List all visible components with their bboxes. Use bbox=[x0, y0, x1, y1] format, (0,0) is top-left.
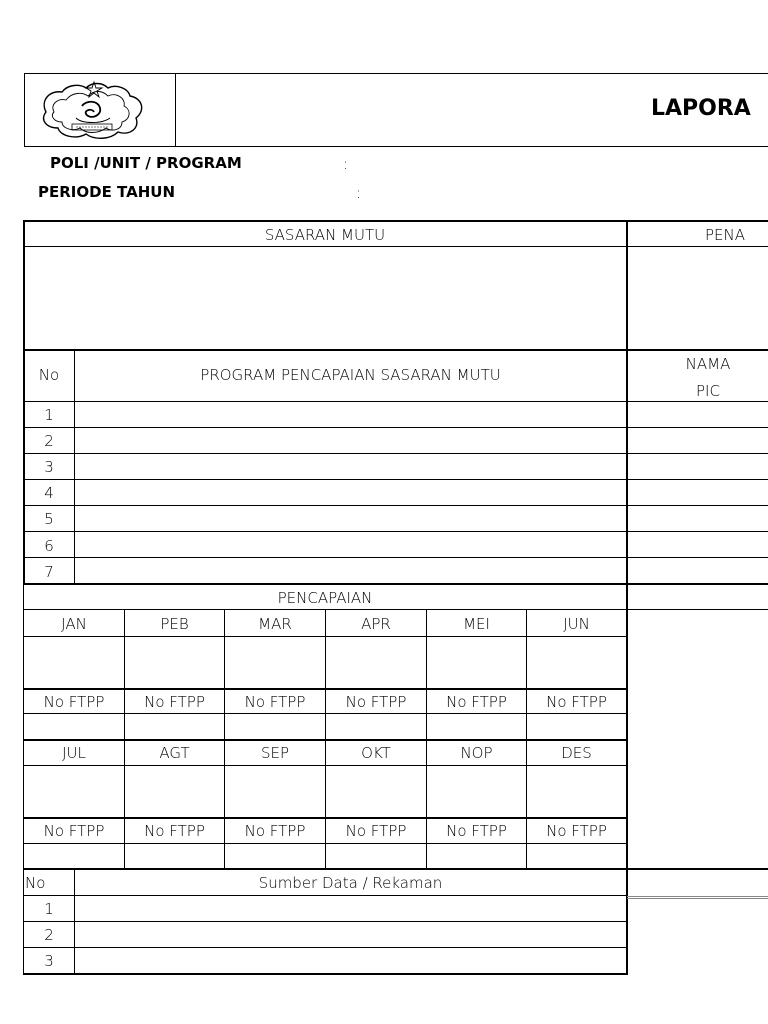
program-row-number: 7 bbox=[44, 563, 54, 581]
unit-label: POLI /UNIT / PROGRAM bbox=[50, 154, 242, 172]
ftpp-label: No FTPP bbox=[546, 822, 607, 840]
month-header: SEP bbox=[260, 744, 290, 762]
sumber-row-number: 1 bbox=[44, 900, 54, 918]
penanggung-heading: PENA bbox=[705, 226, 746, 244]
month-header: NOP bbox=[460, 744, 493, 762]
unit-colon: : bbox=[343, 155, 349, 173]
sumber-heading: Sumber Data / Rekaman bbox=[258, 874, 443, 892]
month-header: OKT bbox=[361, 744, 391, 762]
sumber-row-number: 2 bbox=[44, 926, 54, 944]
month-header: MEI bbox=[463, 615, 490, 633]
ftpp-label: No FTPP bbox=[144, 822, 205, 840]
pic-header-nama: NAMA bbox=[685, 355, 731, 373]
sumber-no-header: No bbox=[25, 874, 46, 892]
sumber-row-number: 3 bbox=[44, 952, 54, 970]
program-row-number: 3 bbox=[44, 458, 54, 476]
month-header: PEB bbox=[160, 615, 189, 633]
ftpp-label: No FTPP bbox=[446, 822, 507, 840]
month-header: JUN bbox=[563, 615, 590, 633]
ftpp-label: No FTPP bbox=[546, 693, 607, 711]
ftpp-label: No FTPP bbox=[446, 693, 507, 711]
ftpp-label: No FTPP bbox=[244, 693, 306, 711]
month-header: DES bbox=[561, 744, 592, 762]
emblem-logo bbox=[36, 78, 148, 142]
ftpp-label: No FTPP bbox=[244, 822, 306, 840]
program-row-number: 5 bbox=[44, 510, 54, 528]
month-header: APR bbox=[361, 615, 391, 633]
program-row-number: 6 bbox=[44, 537, 54, 555]
pic-header-pic: PIC bbox=[696, 382, 720, 400]
program-row-number: 4 bbox=[44, 484, 54, 502]
ftpp-label: No FTPP bbox=[345, 822, 407, 840]
month-header: JAN bbox=[61, 615, 87, 633]
month-header: AGT bbox=[159, 744, 190, 762]
ftpp-label: No FTPP bbox=[144, 693, 205, 711]
sasaran-mutu-heading: SASARAN MUTU bbox=[264, 226, 386, 244]
program-row-number: 2 bbox=[44, 432, 54, 450]
program-title-header: PROGRAM PENCAPAIAN SASARAN MUTU bbox=[200, 366, 501, 384]
period-colon: : bbox=[356, 184, 362, 202]
month-header: MAR bbox=[258, 615, 292, 633]
ftpp-label: No FTPP bbox=[43, 822, 105, 840]
period-label: PERIODE TAHUN bbox=[38, 183, 176, 201]
ftpp-label: No FTPP bbox=[43, 693, 105, 711]
ftpp-label: No FTPP bbox=[345, 693, 407, 711]
report-title: LAPORA bbox=[651, 96, 751, 121]
program-no-header: No bbox=[38, 366, 60, 384]
program-row-number: 1 bbox=[44, 406, 54, 424]
pencapaian-heading: PENCAPAIAN bbox=[277, 589, 373, 607]
month-header: JUL bbox=[62, 744, 86, 762]
